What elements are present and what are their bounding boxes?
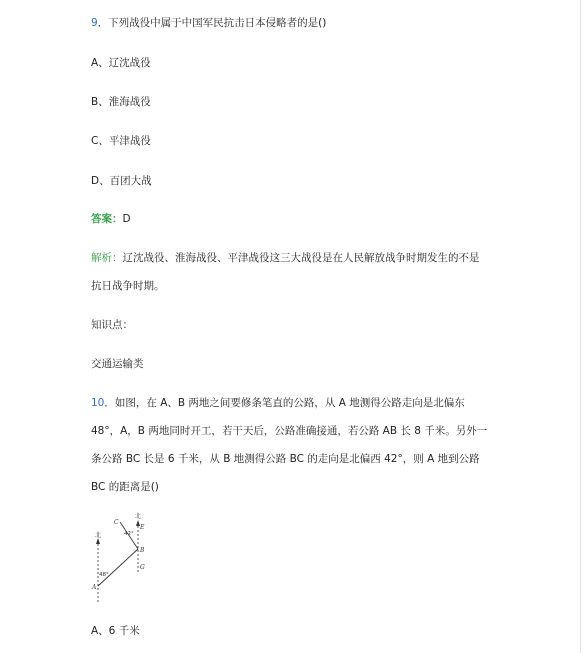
analysis-label: 解析：	[91, 252, 123, 264]
knowledge-label: 知识点：	[91, 319, 133, 331]
knowledge-value: 交通运输类	[91, 358, 144, 370]
question-10-stem-line-2: 48°，A，B 两地同时开工，若干天后，公路准确接通，若公路 AB 长 8 千米。另外一	[91, 425, 488, 437]
angle-48-label: 48°	[99, 572, 109, 578]
option-d: D、百团大战	[91, 175, 152, 187]
option-b: B、淮海战役	[91, 96, 151, 108]
point-g-label: G	[140, 564, 145, 571]
geometry-figure	[89, 512, 155, 604]
point-c-label: C	[114, 519, 119, 526]
question-number: 10	[91, 397, 105, 409]
answer-label: 答案：	[91, 213, 123, 225]
question-number: 9	[91, 17, 98, 29]
point-b-label: B	[140, 547, 145, 554]
answer-value: D	[122, 213, 131, 225]
north-label-left: 北	[94, 532, 102, 539]
angle-42-label: 42°	[124, 531, 134, 537]
answer-line	[91, 212, 131, 226]
question-10-stem-line-4: BC 的距离是()	[91, 481, 159, 493]
option-a: A、辽沈战役	[91, 57, 151, 69]
road-ab	[98, 549, 138, 586]
option-c: C、平津战役	[91, 135, 151, 147]
question-10-stem-line-3: 条公路 BC 长是 6 千米，从 B 地测得公路 BC 的走向是北偏西 42°，则 A 地到公路	[91, 453, 480, 465]
analysis-line-1	[91, 251, 480, 265]
question-text: ．下列战役中属于中国军民抗击日本侵略者的是()	[97, 17, 327, 29]
question-10-option-a: A、6 千米	[91, 625, 140, 637]
question-text: ．如图，在 A、B 两地之间要修条笔直的公路，从 A 地测得公路走向是北偏东	[104, 397, 465, 409]
north-label-top: 北	[134, 513, 142, 520]
analysis-line-2: 抗日战争时期。	[91, 280, 165, 292]
point-e-label: E	[140, 524, 145, 531]
question-9-stem	[91, 16, 326, 30]
point-a-label: A	[92, 584, 97, 591]
question-10-stem-line-1	[91, 396, 465, 410]
analysis-text: 辽沈战役、淮海战役、平津战役这三大战役是在人民解放战争时期发生的不是	[122, 252, 480, 264]
